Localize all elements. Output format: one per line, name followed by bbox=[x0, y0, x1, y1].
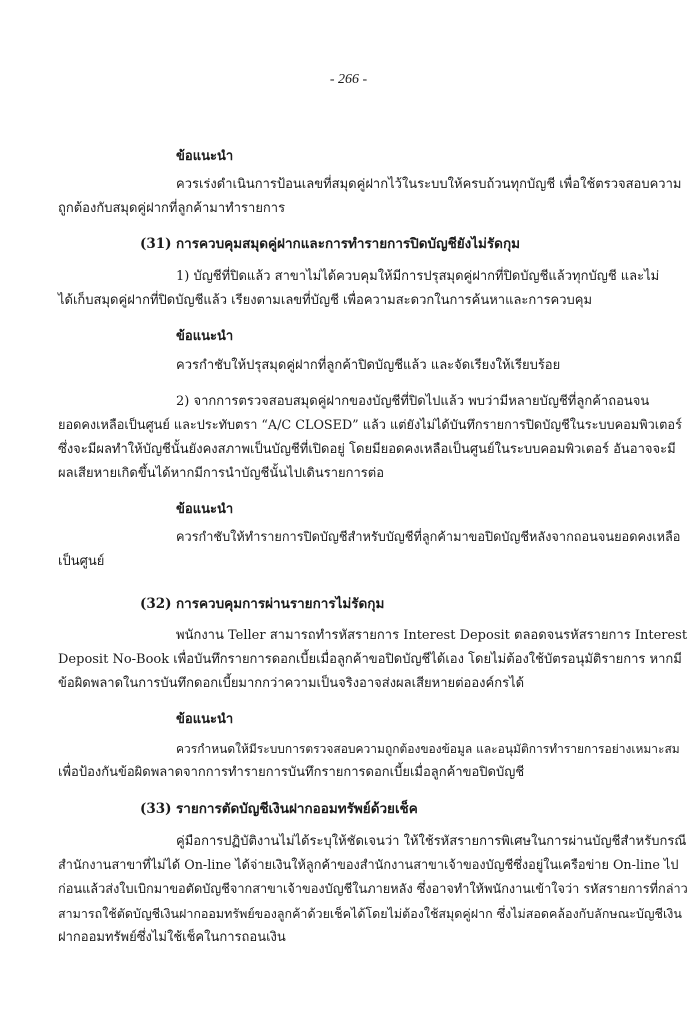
paragraph-line: Deposit No-Book เพื่อบันทึกรายการดอกเบี้ยเมื่อลูกค้าขอปิดบัญชีได้เอง โดยไม่ต้องใช้บัตรอนุมัติรายการ หากมี bbox=[58, 652, 682, 667]
section-number: (32) bbox=[140, 596, 172, 612]
paragraph-line: สำนักงานสาขาที่ไม่ได้ On-line ได้จ่ายเงินให้ลูกค้าของสำนักงานสาขาเจ้าของบัญชีซึ่งอยู่ในเครือข่าย On-line ไป bbox=[58, 858, 679, 873]
paragraph-line: ซึ่งจะมีผลทำให้บัญชีนั้นยังคงสภาพเป็นบัญชีที่เปิดอยู่ โดยมียอดคงเหลือเป็นศูนย์ในระบบคอมพิวเตอร์ อันอาจจะมี bbox=[58, 442, 676, 457]
paragraph-line: ควรกำชับให้ทำรายการปิดบัญชีสำหรับบัญชีที่ลูกค้ามาขอปิดบัญชีหลังจากถอนจนยอดคงเหลือ bbox=[176, 530, 681, 545]
paragraph-line: คู่มือการปฏิบัติงานไม่ได้ระบุให้ชัดเจนว่า ให้ใช้รหัสรายการพิเศษในการผ่านบัญชีสำหรับกรณี bbox=[176, 834, 687, 849]
recommendation-label: ข้อแนะนำ bbox=[176, 149, 234, 164]
section-number: (31) bbox=[140, 236, 172, 252]
section-title: รายการตัดบัญชีเงินฝากออมทรัพย์ด้วยเช็ค bbox=[176, 801, 418, 817]
paragraph-line: ก่อนแล้วส่งใบเบิกมาขอตัดบัญชีจากสาขาเจ้าของบัญชีในภายหลัง ซึ่งอาจทำให้พนักงานเข้าใจว่า รหัสรายการที่กล่าว bbox=[58, 882, 688, 897]
paragraph-line: ข้อผิดพลาดในการบันทึกดอกเบี้ยมากกว่าความเป็นจริงอาจส่งผลเสียหายต่อองค์กรได้ bbox=[58, 676, 525, 691]
section-number: (33) bbox=[140, 801, 172, 817]
recommendation-label: ข้อแนะนำ bbox=[176, 329, 234, 344]
paragraph-line: เป็นศูนย์ bbox=[58, 554, 105, 569]
paragraph-line: ยอดคงเหลือเป็นศูนย์ และประทับตรา “A/C CLOSED” แล้ว แต่ยังไม่ได้บันทึกรายการปิดบัญชีในระบบคอมพิวเตอร์ bbox=[58, 418, 682, 433]
page-number: - 266 - bbox=[329, 72, 368, 87]
paragraph-line: 1) บัญชีที่ปิดแล้ว สาขาไม่ได้ควบคุมให้มีการปรุสมุดคู่ฝากที่ปิดบัญชีแล้วทุกบัญชี และไม่ bbox=[176, 269, 660, 284]
paragraph-line: สามารถใช้ตัดบัญชีเงินฝากออมทรัพย์ของลูกค้าด้วยเช็คได้โดยไม่ต้องใช้สมุดคู่ฝาก ซึ่งไม่สอดคล้องกับลักษณะบัญชีเงิน bbox=[58, 906, 682, 921]
paragraph-line: ควรกำหนดให้มีระบบการตรวจสอบความถูกต้องของข้อมูล และอนุมัติการทำรายการอย่างเหมาะสม bbox=[176, 742, 680, 756]
paragraph-line: เพื่อป้องกันข้อผิดพลาดจากการทำรายการบันทึกรายการดอกเบี้ยเมื่อลูกค้าขอปิดบัญชี bbox=[58, 765, 525, 780]
paragraph-line: ฝากออมทรัพย์ซึ่งไม่ใช้เช็คในการถอนเงิน bbox=[58, 930, 286, 945]
recommendation-label: ข้อแนะนำ bbox=[176, 502, 234, 517]
paragraph-line: ถูกต้องกับสมุดคู่ฝากที่ลูกค้ามาทำรายการ bbox=[58, 201, 286, 216]
recommendation-label: ข้อแนะนำ bbox=[176, 712, 234, 727]
paragraph-line: 2) จากการตรวจสอบสมุดคู่ฝากของบัญชีที่ปิดไปแล้ว พบว่ามีหลายบัญชีที่ลูกค้าถอนจน bbox=[176, 394, 650, 409]
paragraph-line: พนักงาน Teller สามารถทำรหัสรายการ Interest Deposit ตลอดจนรหัสรายการ Interest bbox=[176, 628, 688, 643]
paragraph-line: ผลเสียหายเกิดขึ้นได้หากมีการนำบัญชีนั้นไปเดินรายการต่อ bbox=[58, 466, 385, 481]
paragraph-line: ควรกำชับให้ปรุสมุดคู่ฝากที่ลูกค้าปิดบัญชีแล้ว และจัดเรียงให้เรียบร้อย bbox=[176, 358, 561, 373]
paragraph-line: ควรเร่งดำเนินการป้อนเลขที่สมุดคู่ฝากไว้ในระบบให้ครบถ้วนทุกบัญชี เพื่อใช้ตรวจสอบความ bbox=[176, 177, 682, 192]
paragraph-line: ได้เก็บสมุดคู่ฝากที่ปิดบัญชีแล้ว เรียงตามเลขที่บัญชี เพื่อความสะดวกในการค้นหาและการควบคุม bbox=[58, 293, 593, 308]
section-title: การควบคุมการผ่านรายการไม่รัดกุม bbox=[176, 596, 385, 612]
section-title: การควบคุมสมุดคู่ฝากและการทำรายการปิดบัญชียังไม่รัดกุม bbox=[176, 236, 521, 252]
